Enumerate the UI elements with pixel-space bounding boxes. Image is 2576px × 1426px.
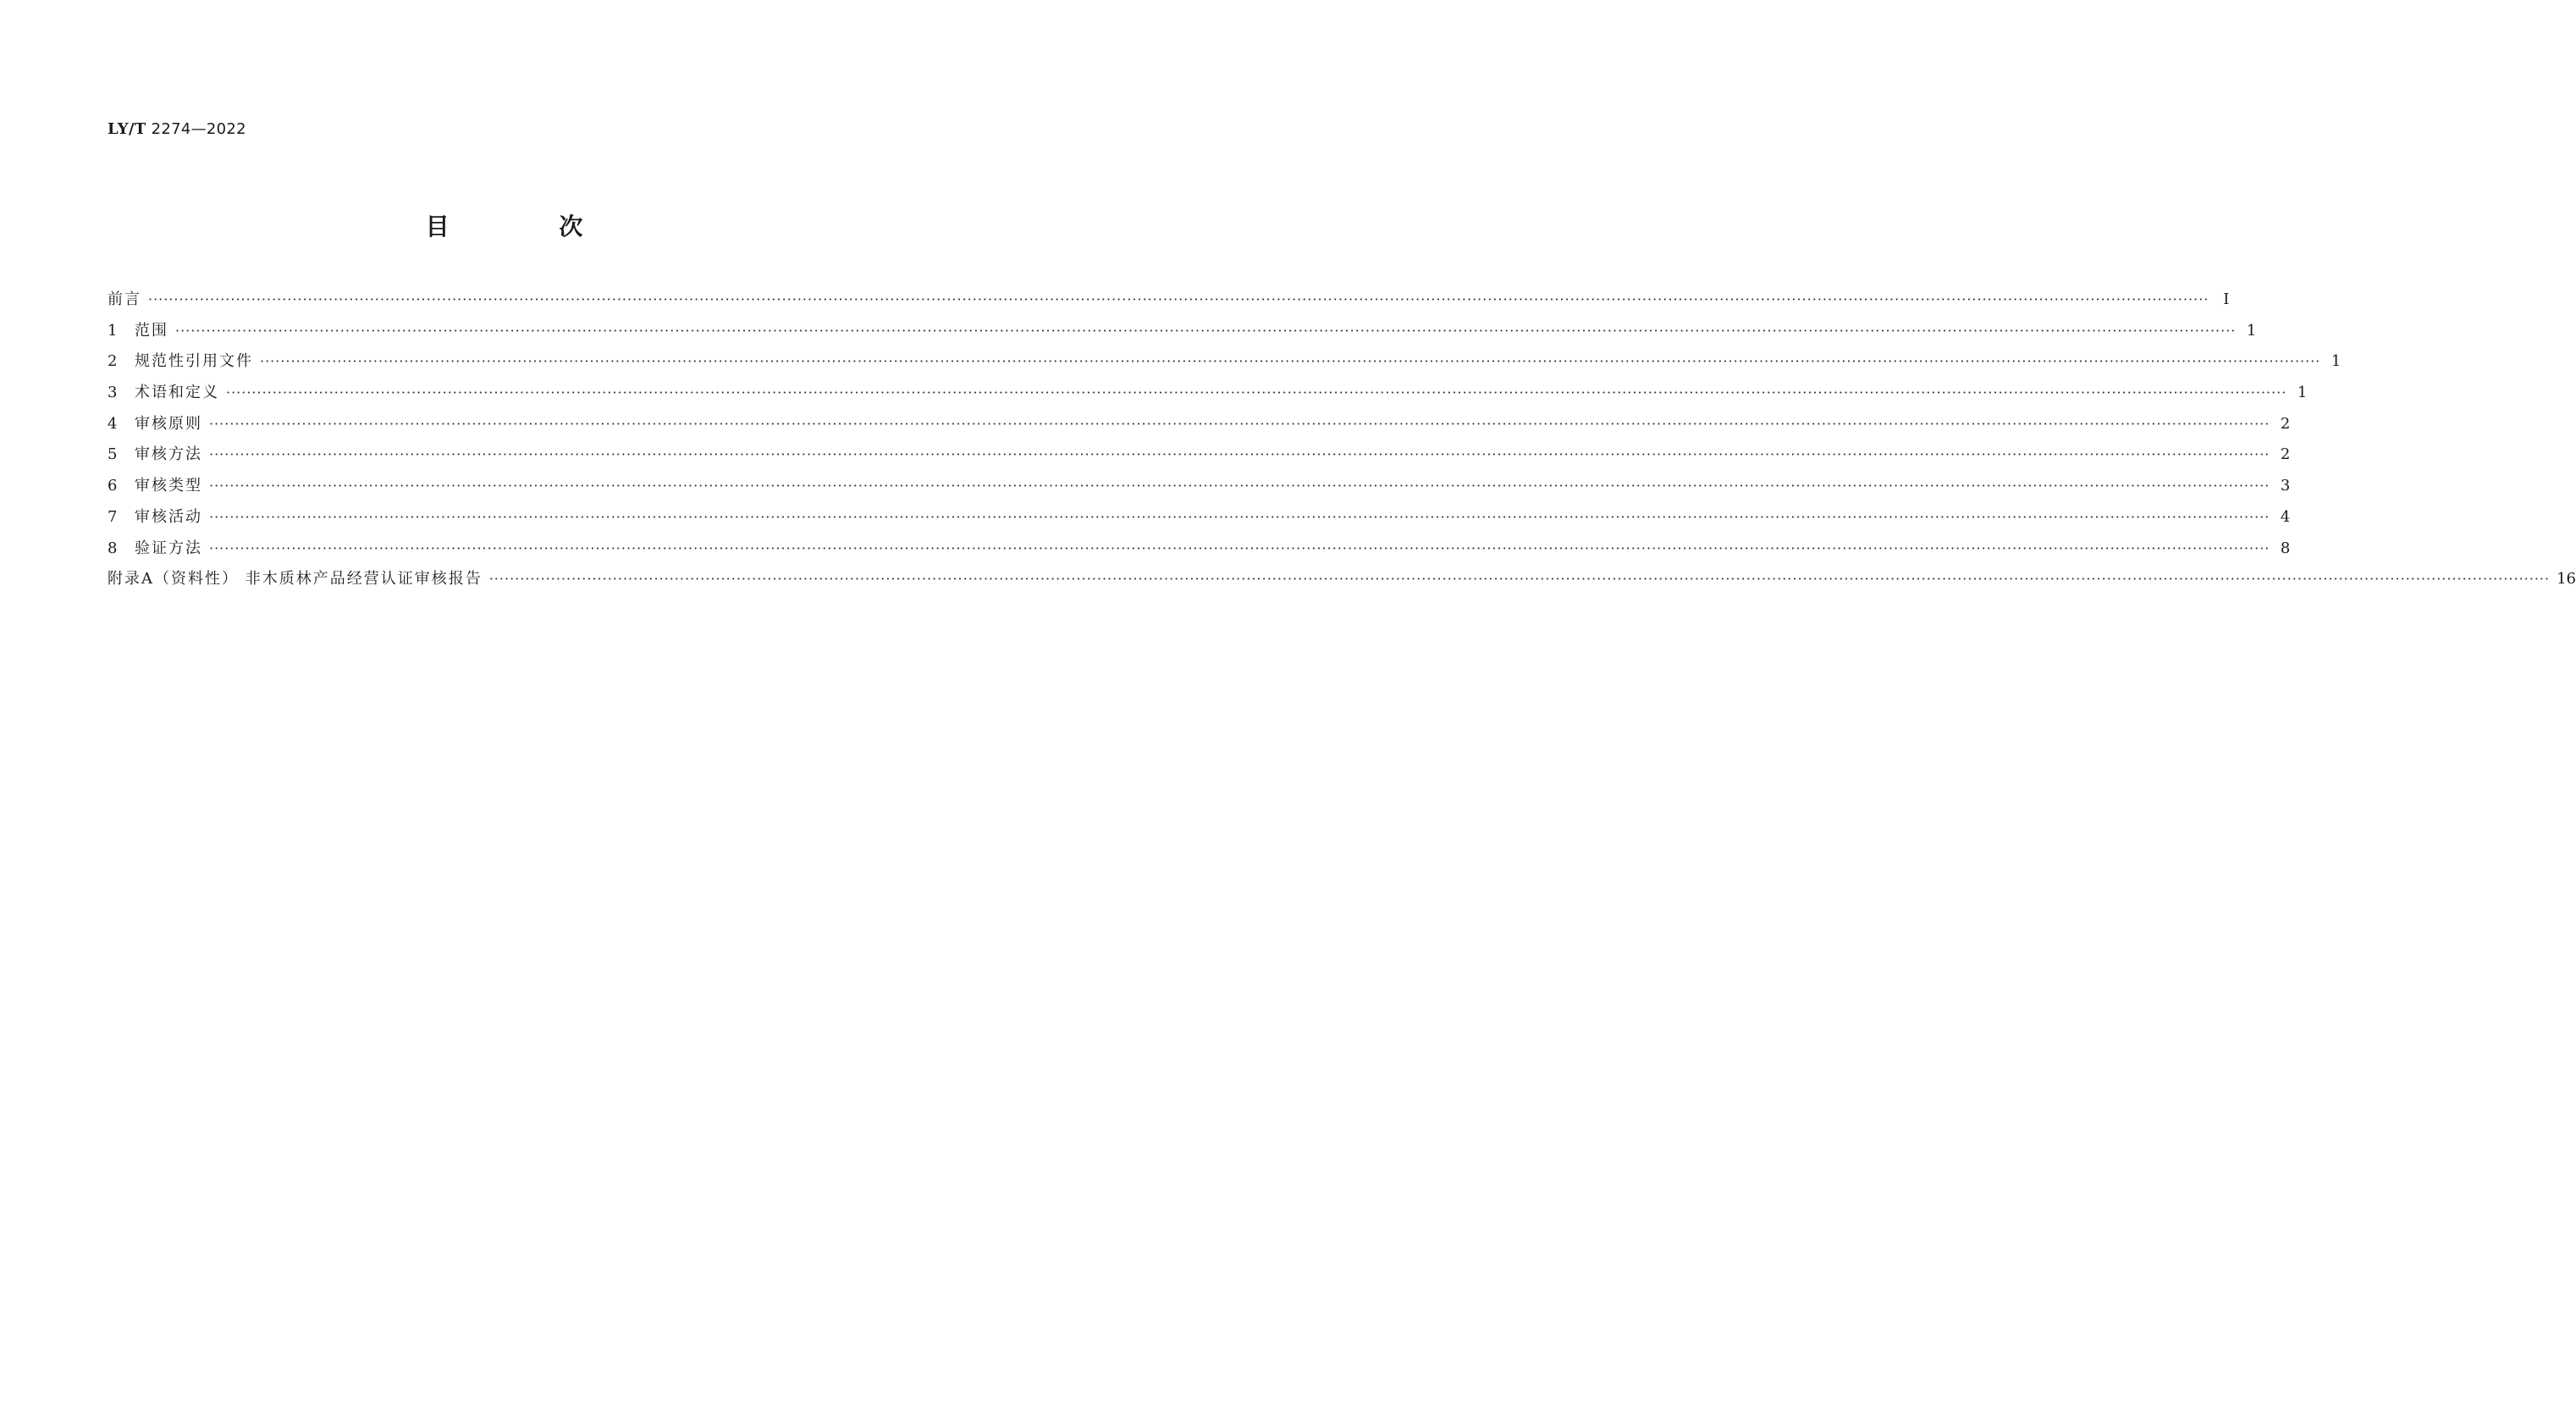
dot-leader: ················································································································································································································································································································································································································ <box>226 384 2287 401</box>
toc-entry-number: 5 <box>108 445 118 464</box>
dot-leader: ················································································································································································································································································································································································································ <box>209 539 2270 556</box>
toc-entry-foreword[interactable] <box>108 287 2230 318</box>
toc-entry-verification-methods[interactable] <box>108 536 2291 567</box>
toc-entry-audit-methods[interactable] <box>108 442 2291 473</box>
toc-entry-label: 5 审核方法 <box>108 445 202 464</box>
toc-page-number: 1 <box>2297 384 2308 402</box>
toc-entry-number: 8 <box>108 539 118 557</box>
toc-page-number: 4 <box>2280 507 2291 526</box>
dot-leader: ················································································································································································································································································································································································································ <box>209 478 2270 495</box>
toc-entry-audit-activities[interactable] <box>108 505 2291 536</box>
toc-entry-number: 7 <box>108 507 118 526</box>
toc-entry-audit-types[interactable] <box>108 473 2291 505</box>
toc-entry-scope[interactable] <box>108 318 2257 350</box>
toc-title: 目 次 <box>425 213 634 240</box>
toc-entry-number: 1 <box>108 321 118 340</box>
toc-entry-number: 4 <box>108 414 118 433</box>
toc-entry-label: 1 范围 <box>108 321 168 340</box>
standard-code <box>108 120 246 138</box>
toc-page-number: 2 <box>2280 414 2291 433</box>
toc-entry-number: 2 <box>108 352 118 371</box>
toc-entry-label: 2 规范性引用文件 <box>108 352 253 371</box>
toc-entry-label: 附录A（资料性） 非木质林产品经营认证审核报告 <box>108 570 483 589</box>
toc-page-number: Ⅰ <box>2223 290 2230 308</box>
toc-entry-label: 8 验证方法 <box>108 539 202 557</box>
toc-entry-number: 3 <box>108 384 118 402</box>
dot-leader: ················································································································································································································································································································································································································ <box>209 415 2270 432</box>
toc-entry-normative-references[interactable] <box>108 349 2342 380</box>
toc-page-number: 1 <box>2246 321 2257 340</box>
standard-prefix: LY/T <box>108 120 146 138</box>
dot-leader: ················································································································································································································································································································································································································ <box>175 322 2237 339</box>
toc-page-number: 1 <box>2331 352 2342 371</box>
dot-leader: ················································································································································································································································································································································································································ <box>260 353 2321 370</box>
toc-page-number: 2 <box>2280 445 2291 464</box>
toc-page-number: 16 <box>2557 570 2576 589</box>
toc-entry-label: 3 术语和定义 <box>108 384 219 402</box>
standard-number: 2274—2022 <box>151 120 246 138</box>
toc-entry-audit-principles[interactable] <box>108 412 2291 443</box>
toc-entry-label: 7 审核活动 <box>108 507 202 526</box>
toc-entry-number: 6 <box>108 477 118 495</box>
dot-leader: ················································································································································································································································································································································································································ <box>209 446 2270 463</box>
toc-page-number: 3 <box>2280 477 2291 495</box>
dot-leader: ················································································································································································································································································································································································································ <box>148 291 2209 307</box>
dot-leader: ················································································································································································································································································································································································································ <box>488 571 2551 588</box>
dot-leader: ················································································································································································································································································································································································································ <box>209 508 2270 525</box>
toc-entry-label: 4 审核原则 <box>108 414 202 433</box>
toc-page-number: 8 <box>2280 539 2291 557</box>
toc-entry-label: 前言 <box>108 290 141 308</box>
toc-entry-annex-a[interactable] <box>108 567 2576 598</box>
toc-entry-label: 6 审核类型 <box>108 477 202 495</box>
table-of-contents <box>108 287 2576 598</box>
toc-entry-terms[interactable] <box>108 380 2308 412</box>
